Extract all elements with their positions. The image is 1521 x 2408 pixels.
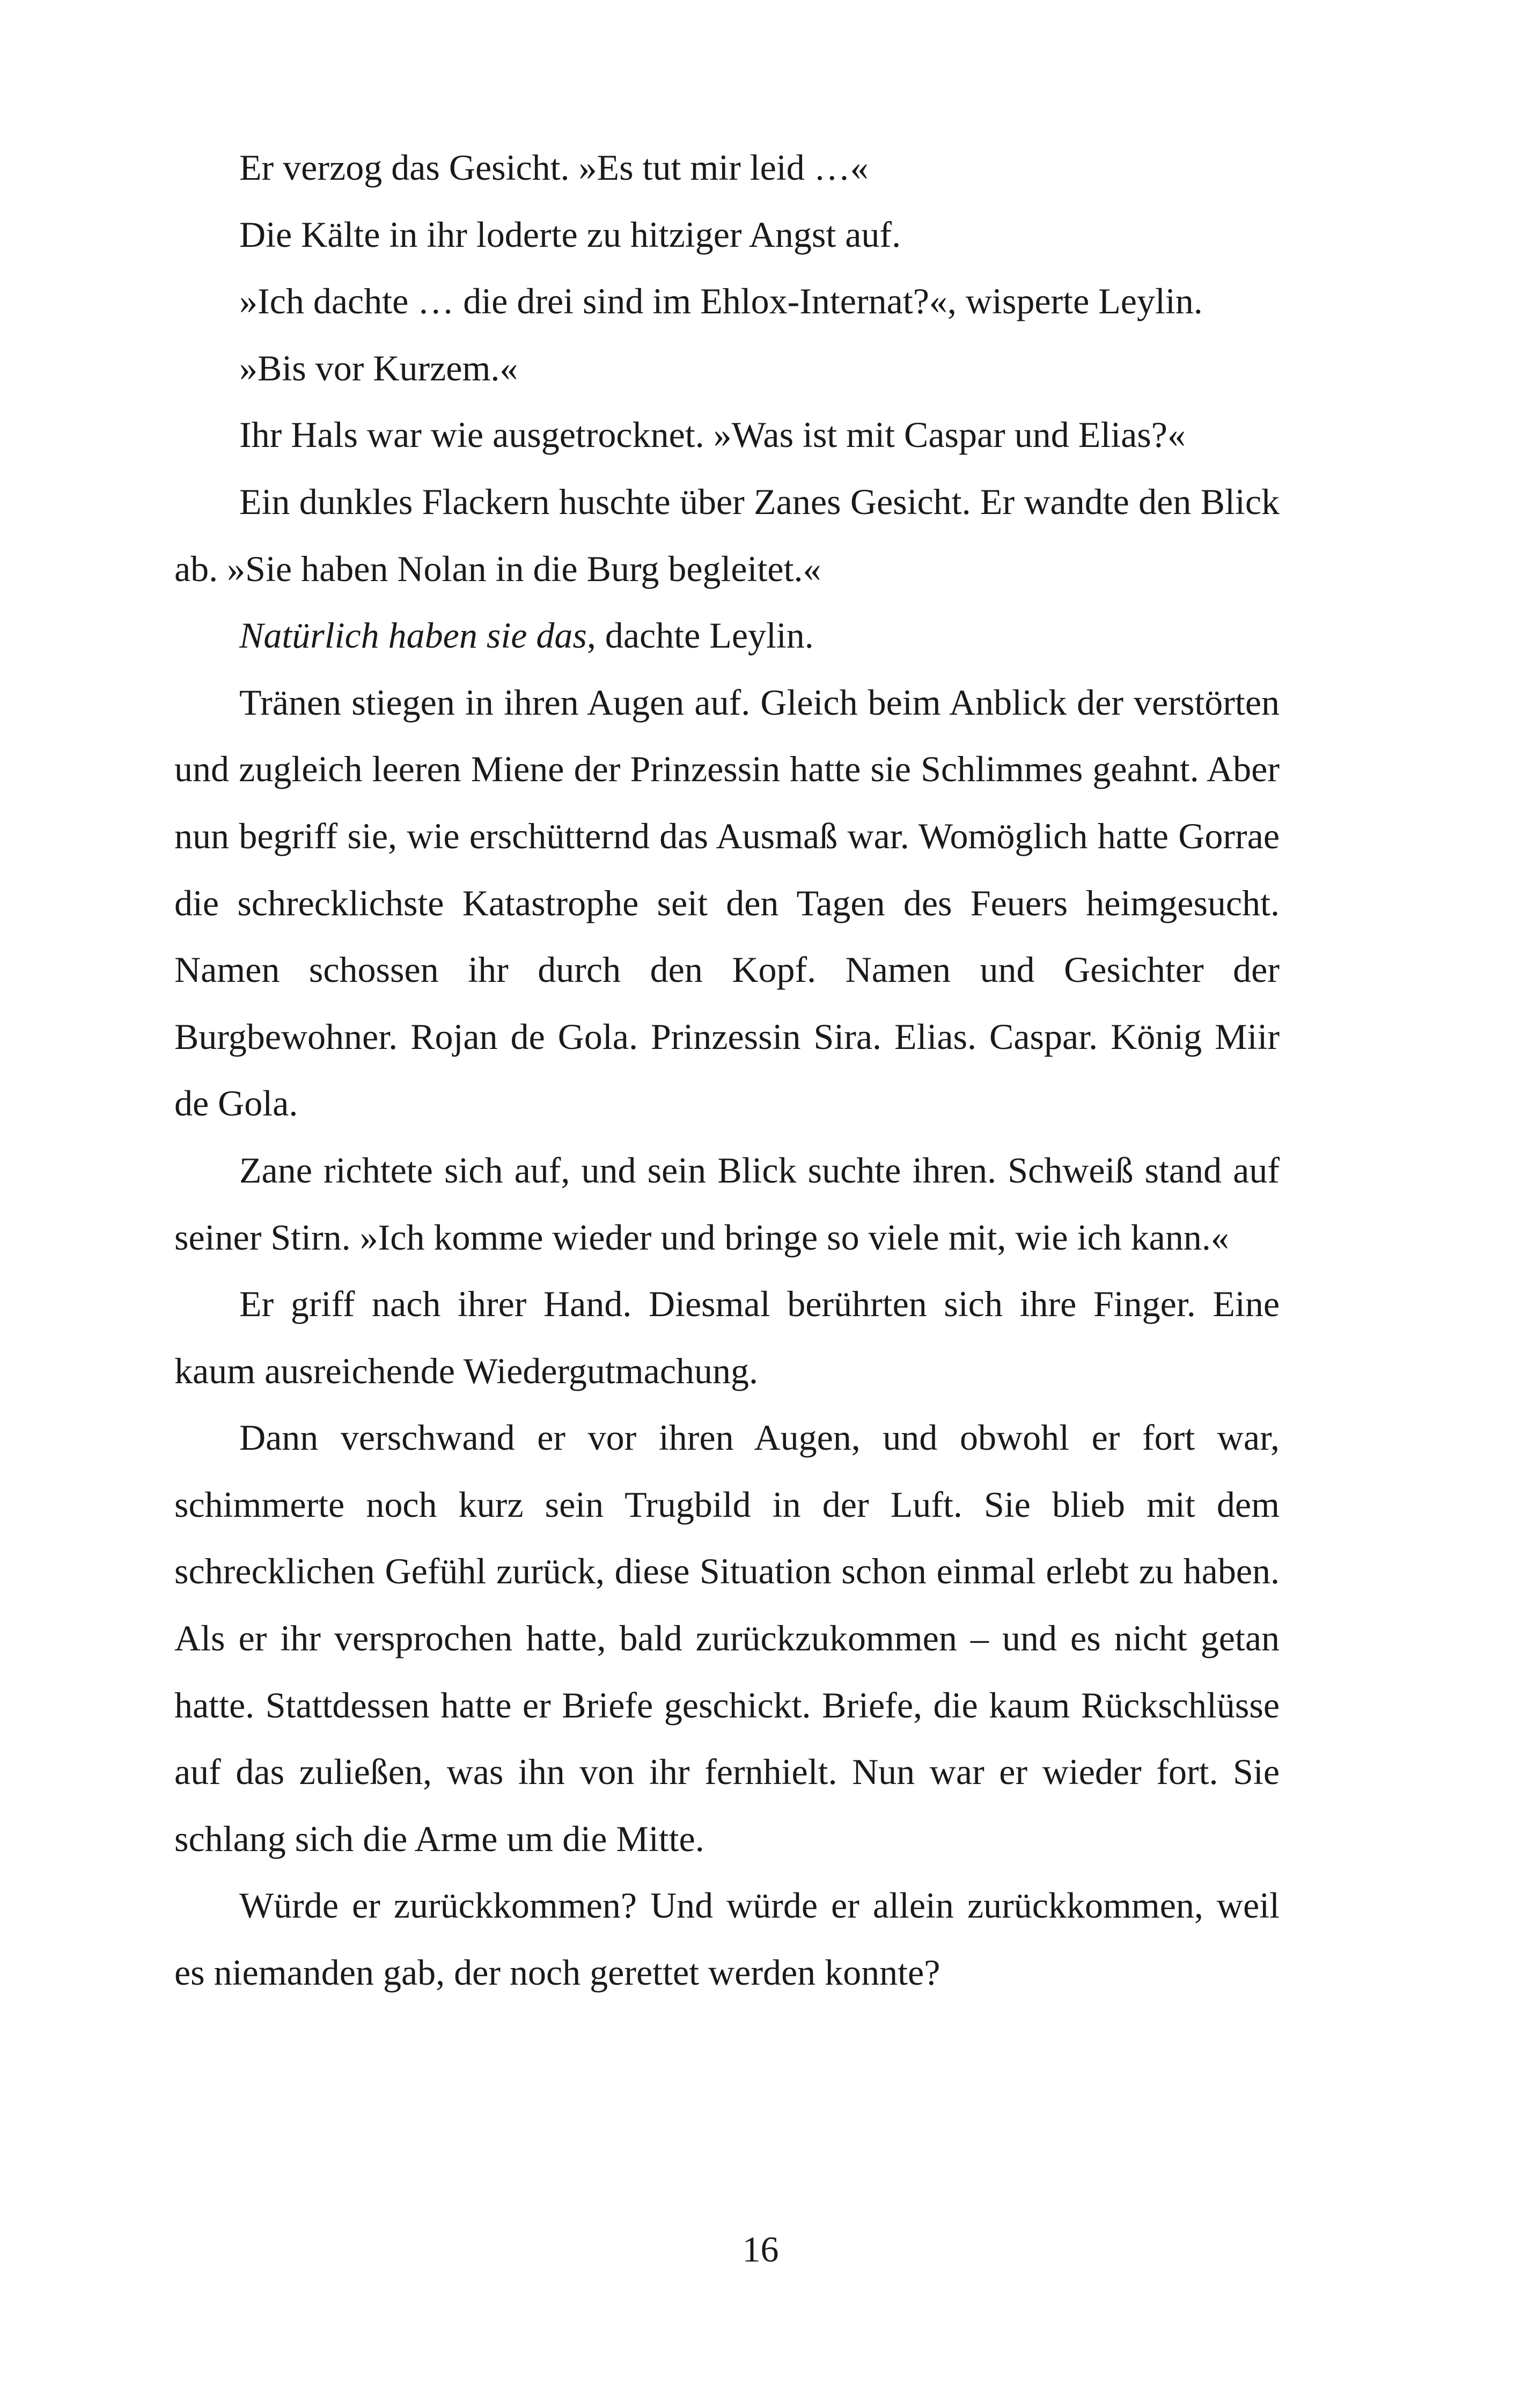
paragraph: Er verzog das Gesicht. »Es tut mir leid …« [239, 147, 869, 188]
body-text [174, 134, 1280, 2006]
paragraph: »Ich dachte … die drei sind im Ehlox-Internat?«, wisperte Leylin. [239, 281, 1203, 322]
paragraph: Dann verschwand er vor ihren Augen, und obwohl er fort war, schimmerte noch kurz sein Trugbild in der Luft. Sie blieb mit dem schrecklichen Gefühl zurück, diese Situation schon einmal erlebt zu haben. Als er ihr versprochen hatte, bald zurückzukommen – und es nicht getan hatte. Stattdessen hatte er Briefe geschickt. Briefe, die kaum Rückschlüsse auf das zuließen, was ihn von ihr fernhielt. Nun war er wieder fort. Sie schlang sich die Arme um die Mitte. [174, 1417, 1280, 1859]
paragraph: Tränen stiegen in ihren Augen auf. Gleich beim Anblick der verstörten und zugleich leeren Miene der Prinzessin hatte sie Schlimmes geahnt. Aber nun begriff sie, wie erschütternd das Ausmaß war. Womöglich hatte Gorrae die schrecklichste Katastrophe seit den Tagen des Feuers heimgesucht. Namen schossen ihr durch den Kopf. Namen und Gesichter der Burgbewohner. Rojan de Gola. Prinzessin Sira. Elias. Caspar. König Miir de Gola. [174, 681, 1280, 1124]
paragraph: Er griff nach ihrer Hand. Diesmal berührten sich ihre Finger. Eine kaum ausreichende Wiedergutmachung. [174, 1283, 1280, 1391]
page-number: 16 [742, 2229, 779, 2270]
paragraph: Die Kälte in ihr loderte zu hitziger Angst auf. [239, 214, 901, 255]
paragraph: Natürlich haben sie das, dachte Leylin. [239, 615, 814, 656]
paragraph: Ihr Hals war wie ausgetrocknet. »Was ist mit Caspar und Elias?« [239, 414, 1186, 456]
italic-thought: Natürlich haben sie das [239, 615, 587, 656]
paragraph: Ein dunkles Flackern huschte über Zanes Gesicht. Er wandte den Blick ab. »Sie haben Nolan in die Burg begleitet.« [174, 481, 1280, 589]
paragraph: »Bis vor Kurzem.« [239, 347, 518, 388]
paragraph: Zane richtete sich auf, und sein Blick suchte ihren. Schweiß stand auf seiner Stirn. »Ich komme wieder und bringe so viele mit, wie ich kann.« [174, 1149, 1280, 1258]
paragraph: Würde er zurückkommen? Und würde er allein zurückkommen, weil es niemanden gab, der noch gerettet werden konnte? [174, 1885, 1280, 1993]
